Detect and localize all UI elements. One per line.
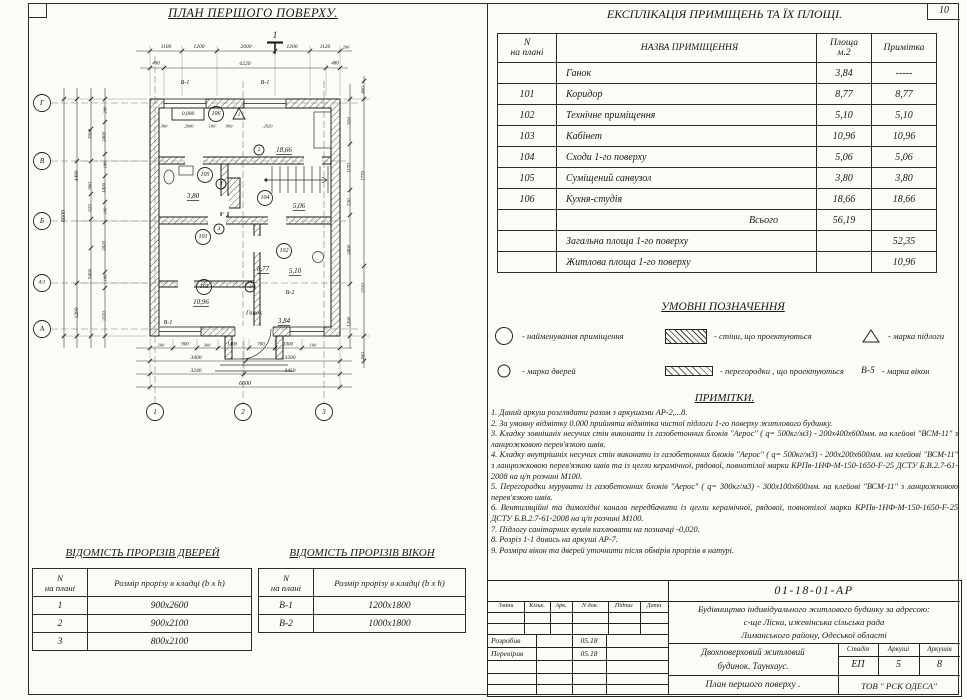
- col-header-number: N на плані: [498, 34, 557, 63]
- floor-plan: [28, 26, 488, 428]
- room-number-bubble: [277, 244, 292, 259]
- svg-text:Г: Г: [40, 99, 44, 107]
- plan-label: [331, 62, 339, 67]
- svg-text:1400: 1400: [227, 342, 237, 348]
- axis-bubble: [34, 275, 51, 292]
- door-mark-circle-icon: [493, 363, 515, 379]
- plan-label: [89, 129, 94, 140]
- svg-text:103: 103: [199, 284, 209, 290]
- plan-label: [164, 320, 173, 326]
- doors-table: [32, 568, 252, 651]
- plan-label: [239, 381, 251, 387]
- svg-text:100: 100: [102, 207, 108, 215]
- table-row: 102 Технічне приміщення 5,10 5,10: [498, 105, 937, 126]
- room-number-bubble: [198, 168, 213, 183]
- svg-text:200: 200: [342, 44, 350, 50]
- svg-text:В-1: В-1: [180, 80, 190, 86]
- plan-label: [362, 352, 367, 360]
- svg-text:100: 100: [102, 161, 108, 169]
- svg-text:300: 300: [160, 123, 168, 129]
- svg-text:620: 620: [88, 204, 94, 212]
- room-number-bubble: [196, 230, 211, 245]
- svg-text:1000: 1000: [283, 342, 293, 348]
- svg-text:200: 200: [157, 342, 165, 348]
- col-header-size: Розмір прорізу в кладці (b x h): [88, 569, 252, 597]
- notes-title: ПРИМІТКИ.: [694, 392, 755, 404]
- plan-label: [310, 343, 318, 348]
- table-row: 104 Сходи 1-го поверху 5,06 5,06: [498, 147, 937, 168]
- plan-label: [161, 124, 169, 129]
- svg-text:Ганок: Ганок: [245, 309, 263, 317]
- svg-text:В-2: В-2: [285, 290, 295, 296]
- table-row: В-2 1000х1800: [259, 615, 466, 633]
- svg-text:18,66: 18,66: [276, 146, 292, 154]
- col-header-note: Примітка: [872, 34, 937, 63]
- table-row: 1 900х2600: [33, 597, 252, 615]
- svg-text:1: 1: [153, 408, 157, 416]
- doors-header-row: [33, 569, 252, 597]
- svg-text:3,84: 3,84: [277, 317, 291, 325]
- table-row: 101 Коридор 8,77 8,77: [498, 84, 937, 105]
- doors-table-title: ВІДОМІСТЬ ПРОРІЗІВ ДВЕРЕЙ: [65, 547, 220, 559]
- svg-text:6600: 6600: [61, 210, 67, 222]
- plan-label: [209, 124, 217, 129]
- rev-header: Кільк.: [529, 602, 545, 609]
- svg-text:0,000: 0,000: [181, 111, 195, 117]
- svg-text:Б: Б: [39, 217, 45, 225]
- windows-header-row: [259, 569, 466, 597]
- object-name: Двохповерховий житловий будинок. Таунхаус.: [701, 647, 805, 671]
- plan-label: [103, 207, 108, 215]
- svg-text:1: 1: [248, 284, 252, 290]
- plan-label: [284, 355, 296, 361]
- room-circle-icon: [493, 325, 515, 347]
- role-developed: Розробив: [491, 636, 521, 645]
- plan-label: [320, 44, 331, 50]
- table-row: В-1 1200х1800: [259, 597, 466, 615]
- plan-label: [264, 124, 274, 129]
- company-name: ТОВ " РСК ОДЕСА": [861, 681, 937, 691]
- axis-bubble: [34, 321, 51, 338]
- col-header-number: N на плані: [33, 569, 88, 597]
- svg-text:В-1: В-1: [260, 80, 270, 86]
- svg-text:1290: 1290: [74, 307, 80, 319]
- table-row-total: Всього 56,19: [498, 210, 937, 231]
- project-address: Будівництво індивідуального житлового будинку за адресою: с-ще Ліски, ижевінська сільська рада Лиманського району, Одеської області: [698, 604, 930, 641]
- svg-text:1770: 1770: [361, 171, 367, 181]
- svg-text:4490: 4490: [74, 170, 80, 182]
- plan-label: [348, 117, 353, 125]
- plan-label: [103, 161, 108, 169]
- plan-label: [103, 183, 108, 194]
- note-item: 4. Кладку внутрішніх несучих стін виконати із газобетонних блоків "Аерос" ( q= 500кг/м3) - 200х200х600мм. на клейові "ВСМ-11" з ланцюжковою перев'язкою швів та із цегли керамічної, рядової, повнотілої марки КРПв-1НФ-М-150-1650-F-25 ДСТУ Б.В.2.7-61-2008 на ц/п розчині М100.: [491, 450, 958, 481]
- role-checked-date: 05.18: [580, 649, 598, 658]
- interior-walls: [159, 157, 331, 327]
- door-mark: [254, 145, 264, 155]
- plan-label: [89, 269, 94, 280]
- plan-label: [73, 170, 80, 181]
- svg-text:1170: 1170: [347, 163, 353, 173]
- plan-label: [245, 310, 263, 317]
- rev-header: Зміни: [498, 602, 514, 609]
- svg-text:6600: 6600: [239, 381, 251, 387]
- svg-text:10,96: 10,96: [193, 298, 209, 306]
- svg-text:2000: 2000: [184, 123, 194, 129]
- plan-label: [226, 124, 234, 129]
- plan-label: [348, 245, 353, 256]
- table-row: 105 Суміщений санвузол 3,80 3,80: [498, 168, 937, 189]
- svg-text:1: 1: [272, 30, 278, 40]
- sheets-label: Аркушів: [927, 645, 952, 653]
- floor-mark-triangle-icon: [861, 327, 881, 345]
- svg-text:530: 530: [347, 198, 353, 206]
- title-block: [487, 580, 962, 697]
- svg-text:А: А: [39, 325, 45, 333]
- explication-header-row: [498, 34, 937, 63]
- plan-label: [103, 274, 108, 282]
- plan-label: [284, 367, 296, 374]
- plan-label: [276, 146, 292, 154]
- legend-label: - марка підлоги: [888, 331, 945, 341]
- role-checked: Перевірив: [491, 649, 524, 658]
- svg-text:В-1: В-1: [163, 320, 173, 326]
- table-row: Житлова площа 1-го поверху 10,96: [498, 252, 937, 273]
- svg-text:1400: 1400: [102, 183, 108, 193]
- plan-label: [181, 80, 190, 86]
- plan-label: [348, 317, 353, 328]
- legend-item-floor-mark: [861, 325, 965, 347]
- axis-bubble: [147, 404, 164, 421]
- col-header-area: Площа м.2: [817, 34, 872, 63]
- plan-label: [273, 30, 278, 40]
- svg-text:101: 101: [198, 234, 208, 240]
- svg-text:100: 100: [309, 342, 317, 348]
- explication-table: [497, 33, 937, 273]
- svg-text:3450: 3450: [284, 368, 296, 374]
- rev-header: Арк.: [555, 602, 567, 609]
- svg-text:6220: 6220: [239, 61, 251, 67]
- fixtures: [164, 112, 331, 263]
- svg-text:3,80: 3,80: [186, 192, 200, 200]
- svg-text:1120: 1120: [319, 44, 331, 50]
- note-item: 7. Підлогу санітарних вузлів кахлювати на позначці -0,020.: [491, 524, 700, 534]
- plan-label: [283, 343, 294, 348]
- svg-text:2400: 2400: [347, 245, 353, 255]
- svg-text:А/1: А/1: [38, 280, 46, 286]
- table-row: Ганок 3,84 -----: [498, 63, 937, 84]
- svg-text:2110: 2110: [102, 311, 108, 321]
- axis-bubble: [34, 213, 51, 230]
- plan-label: [61, 210, 67, 222]
- plan-label: [362, 171, 367, 182]
- note-item: 8. Розріз 1-1 дивись на аркуші АР-7.: [491, 535, 618, 545]
- plan-label: [289, 267, 302, 275]
- legend-label: - стіни, що проектуються: [714, 331, 812, 341]
- explication-title: ЕКСПЛІКАЦІЯ ПРИМІЩЕНЬ ТА ЇХ ПЛОЩІ.: [606, 7, 843, 21]
- svg-text:2: 2: [257, 147, 261, 153]
- col-header-size: Розмір прорізу в кладці (b x h): [314, 569, 466, 597]
- plan-label: [89, 182, 94, 190]
- svg-text:400: 400: [361, 86, 367, 94]
- sheet-number: 10: [927, 3, 960, 20]
- axis-bubble: [34, 153, 51, 170]
- col-header-number: N на плані: [259, 569, 314, 597]
- note-item: 5. Перегородки мурувати із газобетонних блоків "Аерос" ( q= 300кг/м3) - 300х100х600мм. на клейові "ВСМ-11" з ланцюжковою перев'язкою швів.: [491, 482, 958, 502]
- svg-text:900: 900: [181, 342, 189, 348]
- plan-label: [74, 307, 80, 318]
- wall-hatch-icon: [665, 329, 707, 344]
- rev-header: Дата: [646, 602, 662, 609]
- svg-text:1200: 1200: [286, 44, 298, 50]
- plan-label: [89, 204, 94, 212]
- svg-text:100: 100: [102, 274, 108, 282]
- plan-label: [185, 124, 195, 129]
- plan-label: [152, 62, 160, 67]
- svg-text:3400: 3400: [190, 355, 202, 361]
- svg-text:5400: 5400: [88, 269, 94, 279]
- svg-text:3240: 3240: [190, 368, 202, 374]
- table-row: Загальна площа 1-го поверху 52,35: [498, 231, 937, 252]
- svg-text:102: 102: [279, 248, 289, 254]
- svg-text:460: 460: [152, 61, 160, 67]
- plan-label: [103, 241, 108, 252]
- drawing-name: План першого поверху .: [705, 680, 801, 690]
- plan-label: [190, 354, 202, 361]
- svg-text:400: 400: [361, 352, 367, 360]
- plan-label: [257, 343, 265, 348]
- plan-label: [227, 343, 238, 348]
- legend-item-room: [493, 325, 665, 347]
- plan-label: [103, 106, 108, 114]
- plan-label: [261, 80, 270, 86]
- legend-item-partitions: [665, 363, 861, 379]
- svg-text:3: 3: [322, 408, 326, 416]
- svg-text:2920: 2920: [263, 123, 273, 129]
- svg-text:1100: 1100: [160, 44, 172, 50]
- svg-text:104: 104: [260, 195, 270, 201]
- legend-title: УМОВНІ ПОЗНАЧЕННЯ: [661, 301, 785, 313]
- plan-label: [161, 44, 172, 50]
- svg-text:5,06: 5,06: [292, 202, 306, 210]
- plan-label: [158, 343, 166, 348]
- svg-text:В: В: [39, 157, 45, 165]
- svg-text:200: 200: [102, 106, 108, 114]
- note-item: 6. Вентиляційні та димохідні канали передбачити із цегли керамічної, рядової, повнотілої марки КРПв-1НФ-М-150-1650-F-25 ДСТУ Б.В.2.7-61-2008 на ц/п розчині М100.: [491, 503, 958, 524]
- svg-text:2000: 2000: [240, 44, 252, 50]
- axis-bubble: [34, 95, 51, 112]
- svg-text:3: 3: [217, 226, 221, 232]
- svg-text:920: 920: [347, 117, 353, 125]
- legend-label: - найменування приміщення: [522, 331, 624, 341]
- plan-label: [362, 86, 367, 94]
- door-mark: [214, 224, 224, 234]
- svg-text:106: 106: [211, 111, 221, 117]
- svg-text:105: 105: [200, 172, 210, 178]
- svg-text:1200: 1200: [193, 44, 205, 50]
- frame-corner-box: [28, 3, 47, 18]
- svg-text:1200: 1200: [347, 317, 353, 327]
- table-row: 3 800х2100: [33, 633, 252, 651]
- svg-text:2110: 2110: [361, 283, 367, 293]
- svg-text:2: 2: [241, 408, 245, 416]
- svg-text:5,10: 5,10: [288, 267, 302, 275]
- table-row: 2 900х2100: [33, 615, 252, 633]
- plan-label: [287, 44, 298, 50]
- plan-label: [277, 317, 291, 325]
- legend-item-walls: [665, 325, 861, 347]
- plan-label: [194, 44, 205, 50]
- plan-label: [103, 132, 108, 143]
- plan-label: [103, 311, 108, 321]
- plan-label: [240, 61, 251, 67]
- plan-label: [193, 298, 209, 306]
- legend-item-door-mark: [493, 363, 665, 379]
- rev-header: N док.: [581, 602, 599, 609]
- plan-label: [257, 265, 270, 273]
- plan-label: [343, 45, 351, 50]
- note-item: 9. Розміри вікон та дверей уточнити після обмірів прорізів в натурі.: [491, 545, 735, 555]
- sheet-value: 5: [896, 659, 901, 670]
- svg-text:3200: 3200: [284, 355, 296, 361]
- elevation-mark: [172, 108, 204, 120]
- notes: [491, 392, 958, 557]
- sheets-value: 8: [937, 659, 942, 670]
- windows-table-title: ВІДОМІСТЬ ПРОРІЗІВ ВІКОН: [289, 547, 435, 559]
- document-number: 01-18-01-АР: [774, 583, 854, 597]
- rev-header: Підпис: [614, 602, 634, 609]
- svg-text:3000: 3000: [88, 129, 94, 139]
- window-mark-sample: В-5: [861, 366, 875, 376]
- stage-value: ЕП: [851, 659, 865, 670]
- svg-text:700: 700: [257, 342, 265, 348]
- table-row: 106 Кухня-студія 18,66 18,66: [498, 189, 937, 210]
- plan-label: [348, 163, 353, 173]
- svg-text:8,77: 8,77: [256, 265, 270, 273]
- plan-label: [362, 283, 367, 293]
- note-item: 1. Даний аркуш розглядати разом з аркушами АР-2,...8.: [491, 408, 688, 417]
- role-developed-date: 05.18: [580, 636, 598, 645]
- plan-label: [293, 202, 306, 210]
- svg-text:900: 900: [88, 182, 94, 190]
- sheet-label: Аркуші: [887, 645, 910, 653]
- svg-text:300: 300: [203, 342, 211, 348]
- col-header-name: НАЗВА ПРИМІЩЕННЯ: [557, 34, 817, 63]
- legend-label: - перегородки , що проектуються: [720, 366, 844, 376]
- plan-label: [186, 192, 200, 200]
- svg-text:2400: 2400: [102, 132, 108, 142]
- room-number-bubble: [209, 107, 224, 122]
- axis-bubble: [235, 404, 252, 421]
- plan-label: [204, 343, 212, 348]
- svg-text:100: 100: [208, 123, 216, 129]
- plan-label: [190, 367, 202, 374]
- stage-label: Стадія: [846, 645, 870, 653]
- legend-label: - марка вікон: [881, 366, 930, 376]
- legend-label: - марка дверей: [522, 366, 576, 376]
- plan-title: ПЛАН ПЕРШОГО ПОВЕРХУ.: [168, 6, 338, 20]
- svg-text:3: 3: [219, 181, 223, 187]
- svg-text:2420: 2420: [102, 241, 108, 251]
- note-item: 2. За умовну відмітку 0.000 прийнята відмітка чистої підлоги 1-го поверху житлового будинку.: [491, 418, 833, 428]
- partition-hatch-icon: [665, 366, 713, 376]
- plan-label: [286, 290, 295, 296]
- windows-table: [258, 568, 466, 633]
- plan-label: [348, 198, 353, 206]
- svg-text:900: 900: [225, 123, 233, 129]
- plan-label: [241, 44, 252, 50]
- section-mark: [267, 42, 283, 54]
- svg-text:1: 1: [237, 113, 241, 118]
- note-item: 3. Кладку зовнішніх несучих стін виконати із газобетонних блоків "Аерос" ( q= 500кг/м3) - 200х400х600мм. на клейові "ВСМ-11" з ланцюжковою перев'язкою швів.: [491, 429, 958, 449]
- svg-text:480: 480: [331, 61, 339, 67]
- table-row: 103 Кабінет 10,96 10,96: [498, 126, 937, 147]
- legend: [487, 301, 959, 379]
- axis-bubble: [316, 404, 333, 421]
- legend-item-window-mark: [861, 363, 965, 379]
- plan-label: [181, 343, 189, 348]
- room-number-bubble: [258, 191, 273, 206]
- stairs: [264, 166, 328, 193]
